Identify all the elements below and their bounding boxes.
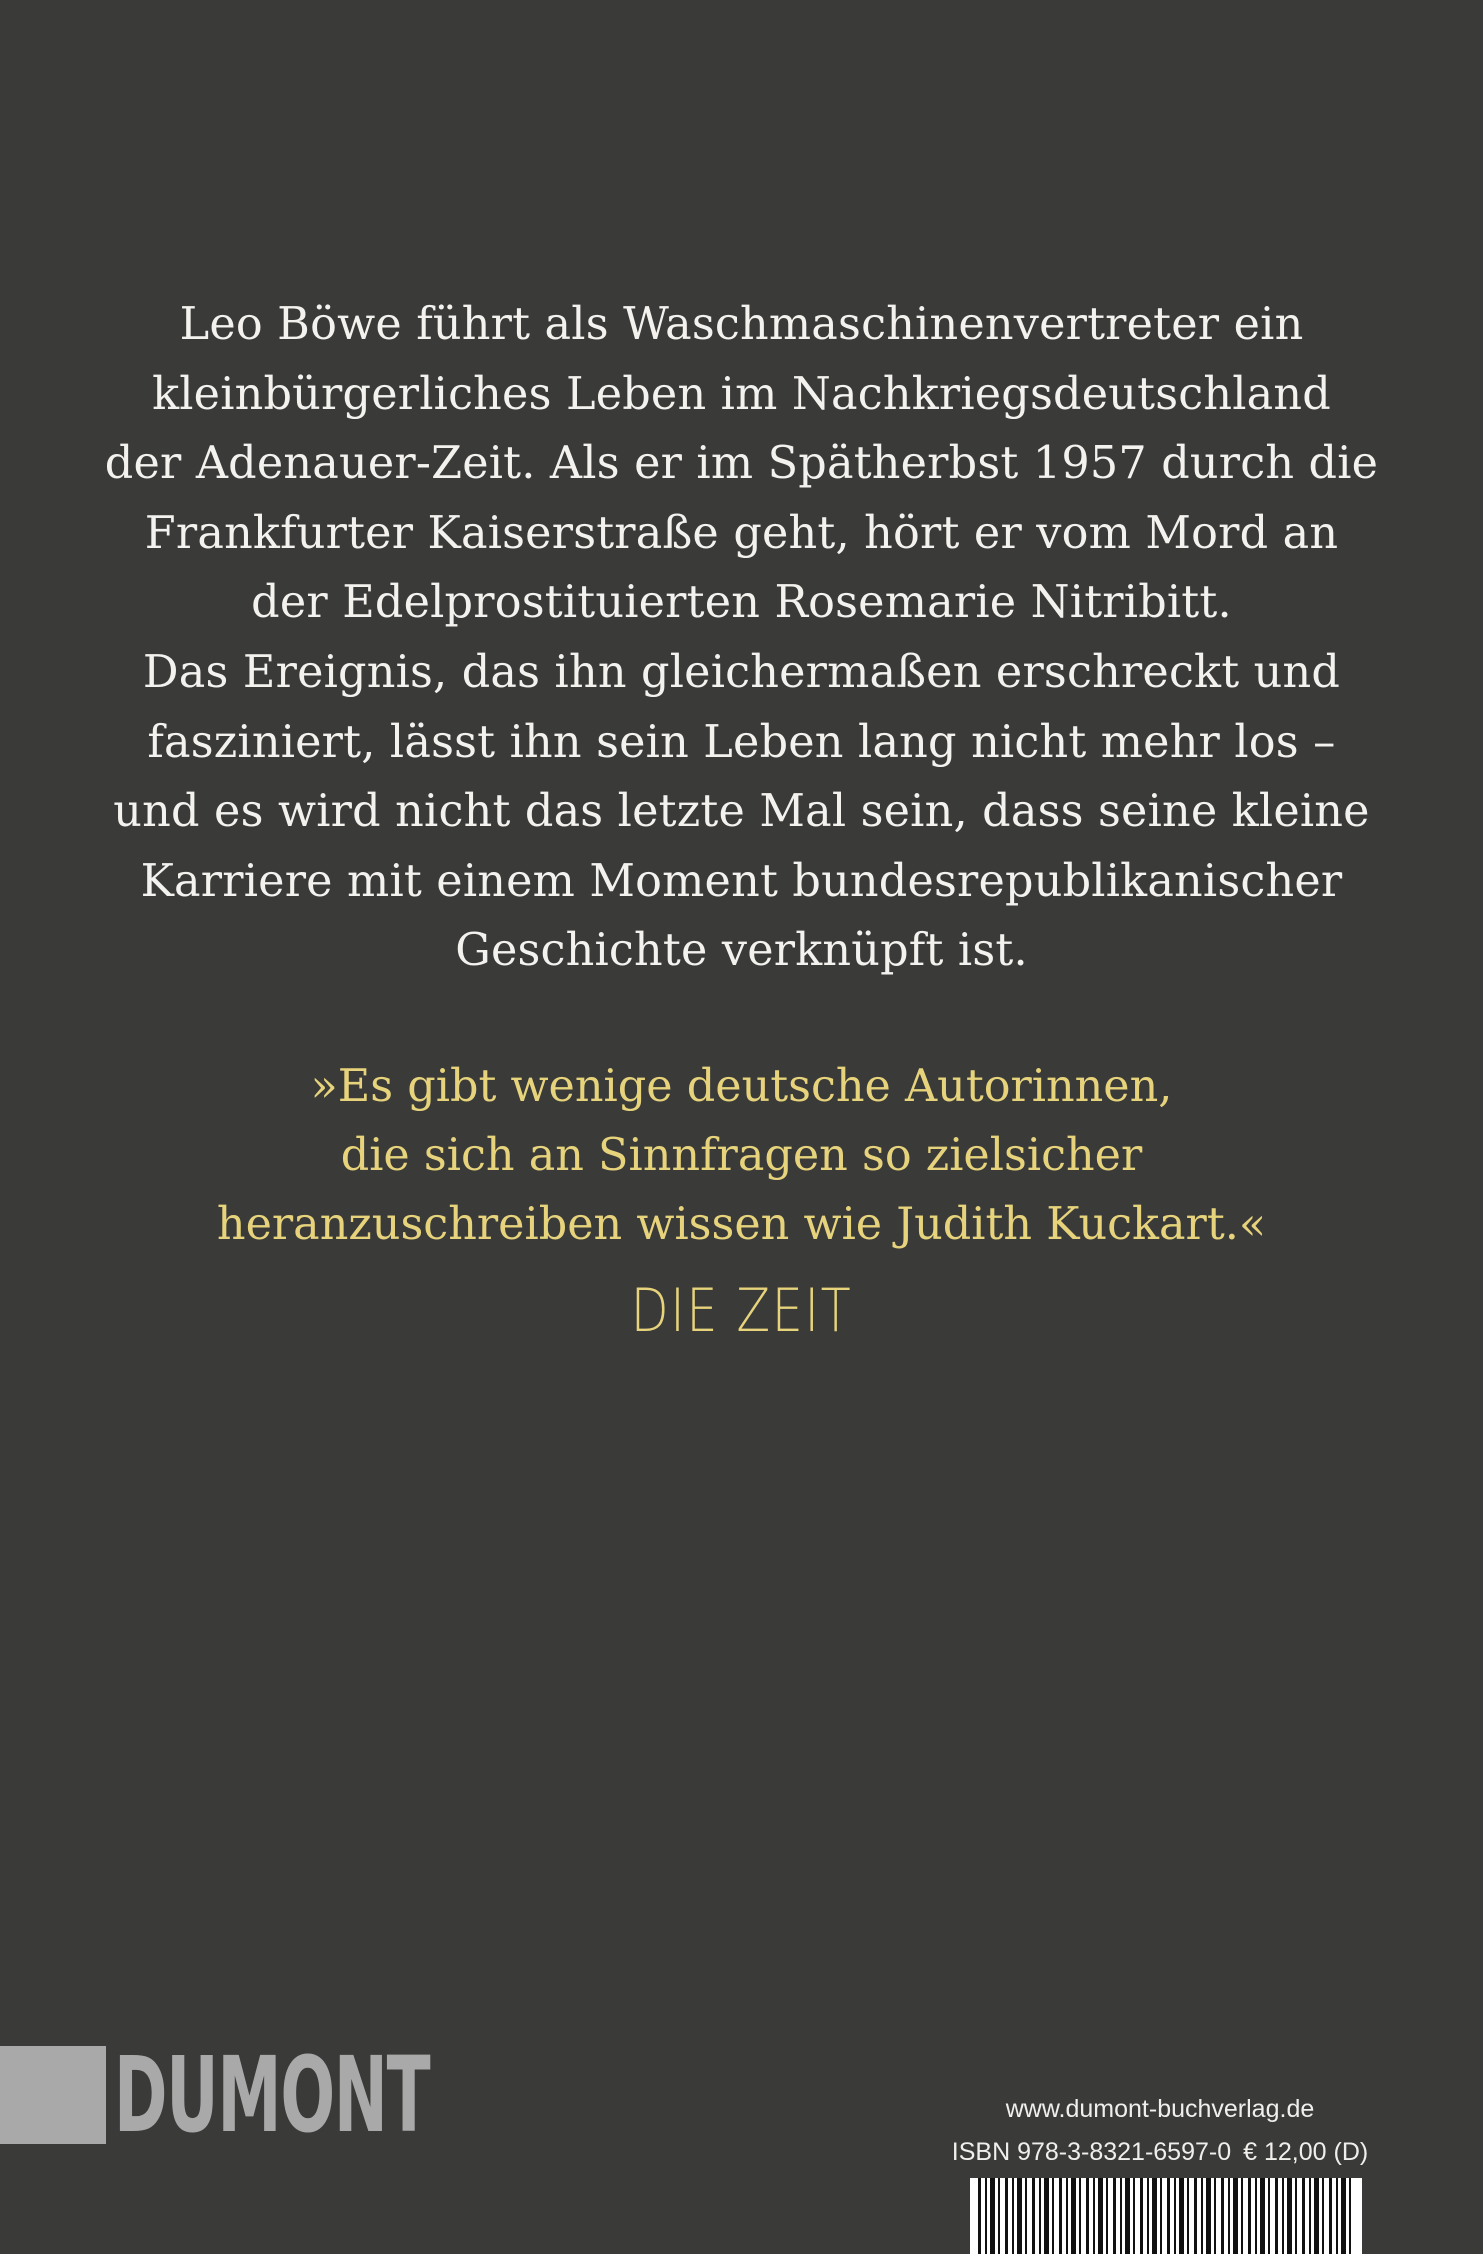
blurb-line: Karriere mit einem Moment bundesrepublikanischer xyxy=(140,855,1343,907)
blurb-line: Geschichte verknüpft ist. xyxy=(455,925,1028,977)
logo-bar xyxy=(0,2046,106,2144)
isbn-price-line xyxy=(950,2137,1370,2167)
quote-line: »Es gibt wenige deutsche Autorinnen, xyxy=(310,1061,1173,1112)
quote-source: DIE ZEIT xyxy=(630,1276,853,1346)
publisher-logo xyxy=(0,2034,430,2156)
blurb-line: kleinbürgerliches Leben im Nachkriegsdeutschland xyxy=(152,368,1331,420)
publisher-url[interactable]: www.dumont-buchverlag.de xyxy=(1005,2095,1315,2123)
barcode xyxy=(970,2178,1362,2254)
review-quote xyxy=(60,1052,1423,1259)
blurb-text xyxy=(60,290,1423,986)
barcode-bars xyxy=(978,2178,1354,2254)
logo-text: DUMONT xyxy=(114,2034,430,2156)
isbn: ISBN 978-3-8321-6597-0 xyxy=(951,2138,1232,2166)
blurb-line: fasziniert, lässt ihn sein Leben lang nicht mehr los – xyxy=(147,716,1336,768)
quote-line: heranzuschreiben wissen wie Judith Kuckart.« xyxy=(216,1199,1267,1250)
blurb-line: und es wird nicht das letzte Mal sein, dass seine kleine xyxy=(113,786,1370,838)
blurb-line: der Adenauer-Zeit. Als er im Spätherbst 1957 durch die xyxy=(104,438,1379,490)
blurb-line: Frankfurter Kaiserstraße geht, hört er vom Mord an xyxy=(144,507,1339,559)
blurb-line: der Edelprostituierten Rosemarie Nitribitt. xyxy=(251,577,1232,629)
blurb-line: Das Ereignis, das ihn gleichermaßen erschreckt und xyxy=(142,646,1341,698)
blurb-line: Leo Böwe führt als Waschmaschinenvertreter ein xyxy=(179,299,1304,350)
price: € 12,00 (D) xyxy=(1243,2138,1369,2166)
quote-line: die sich an Sinnfragen so zielsicher xyxy=(340,1130,1143,1181)
